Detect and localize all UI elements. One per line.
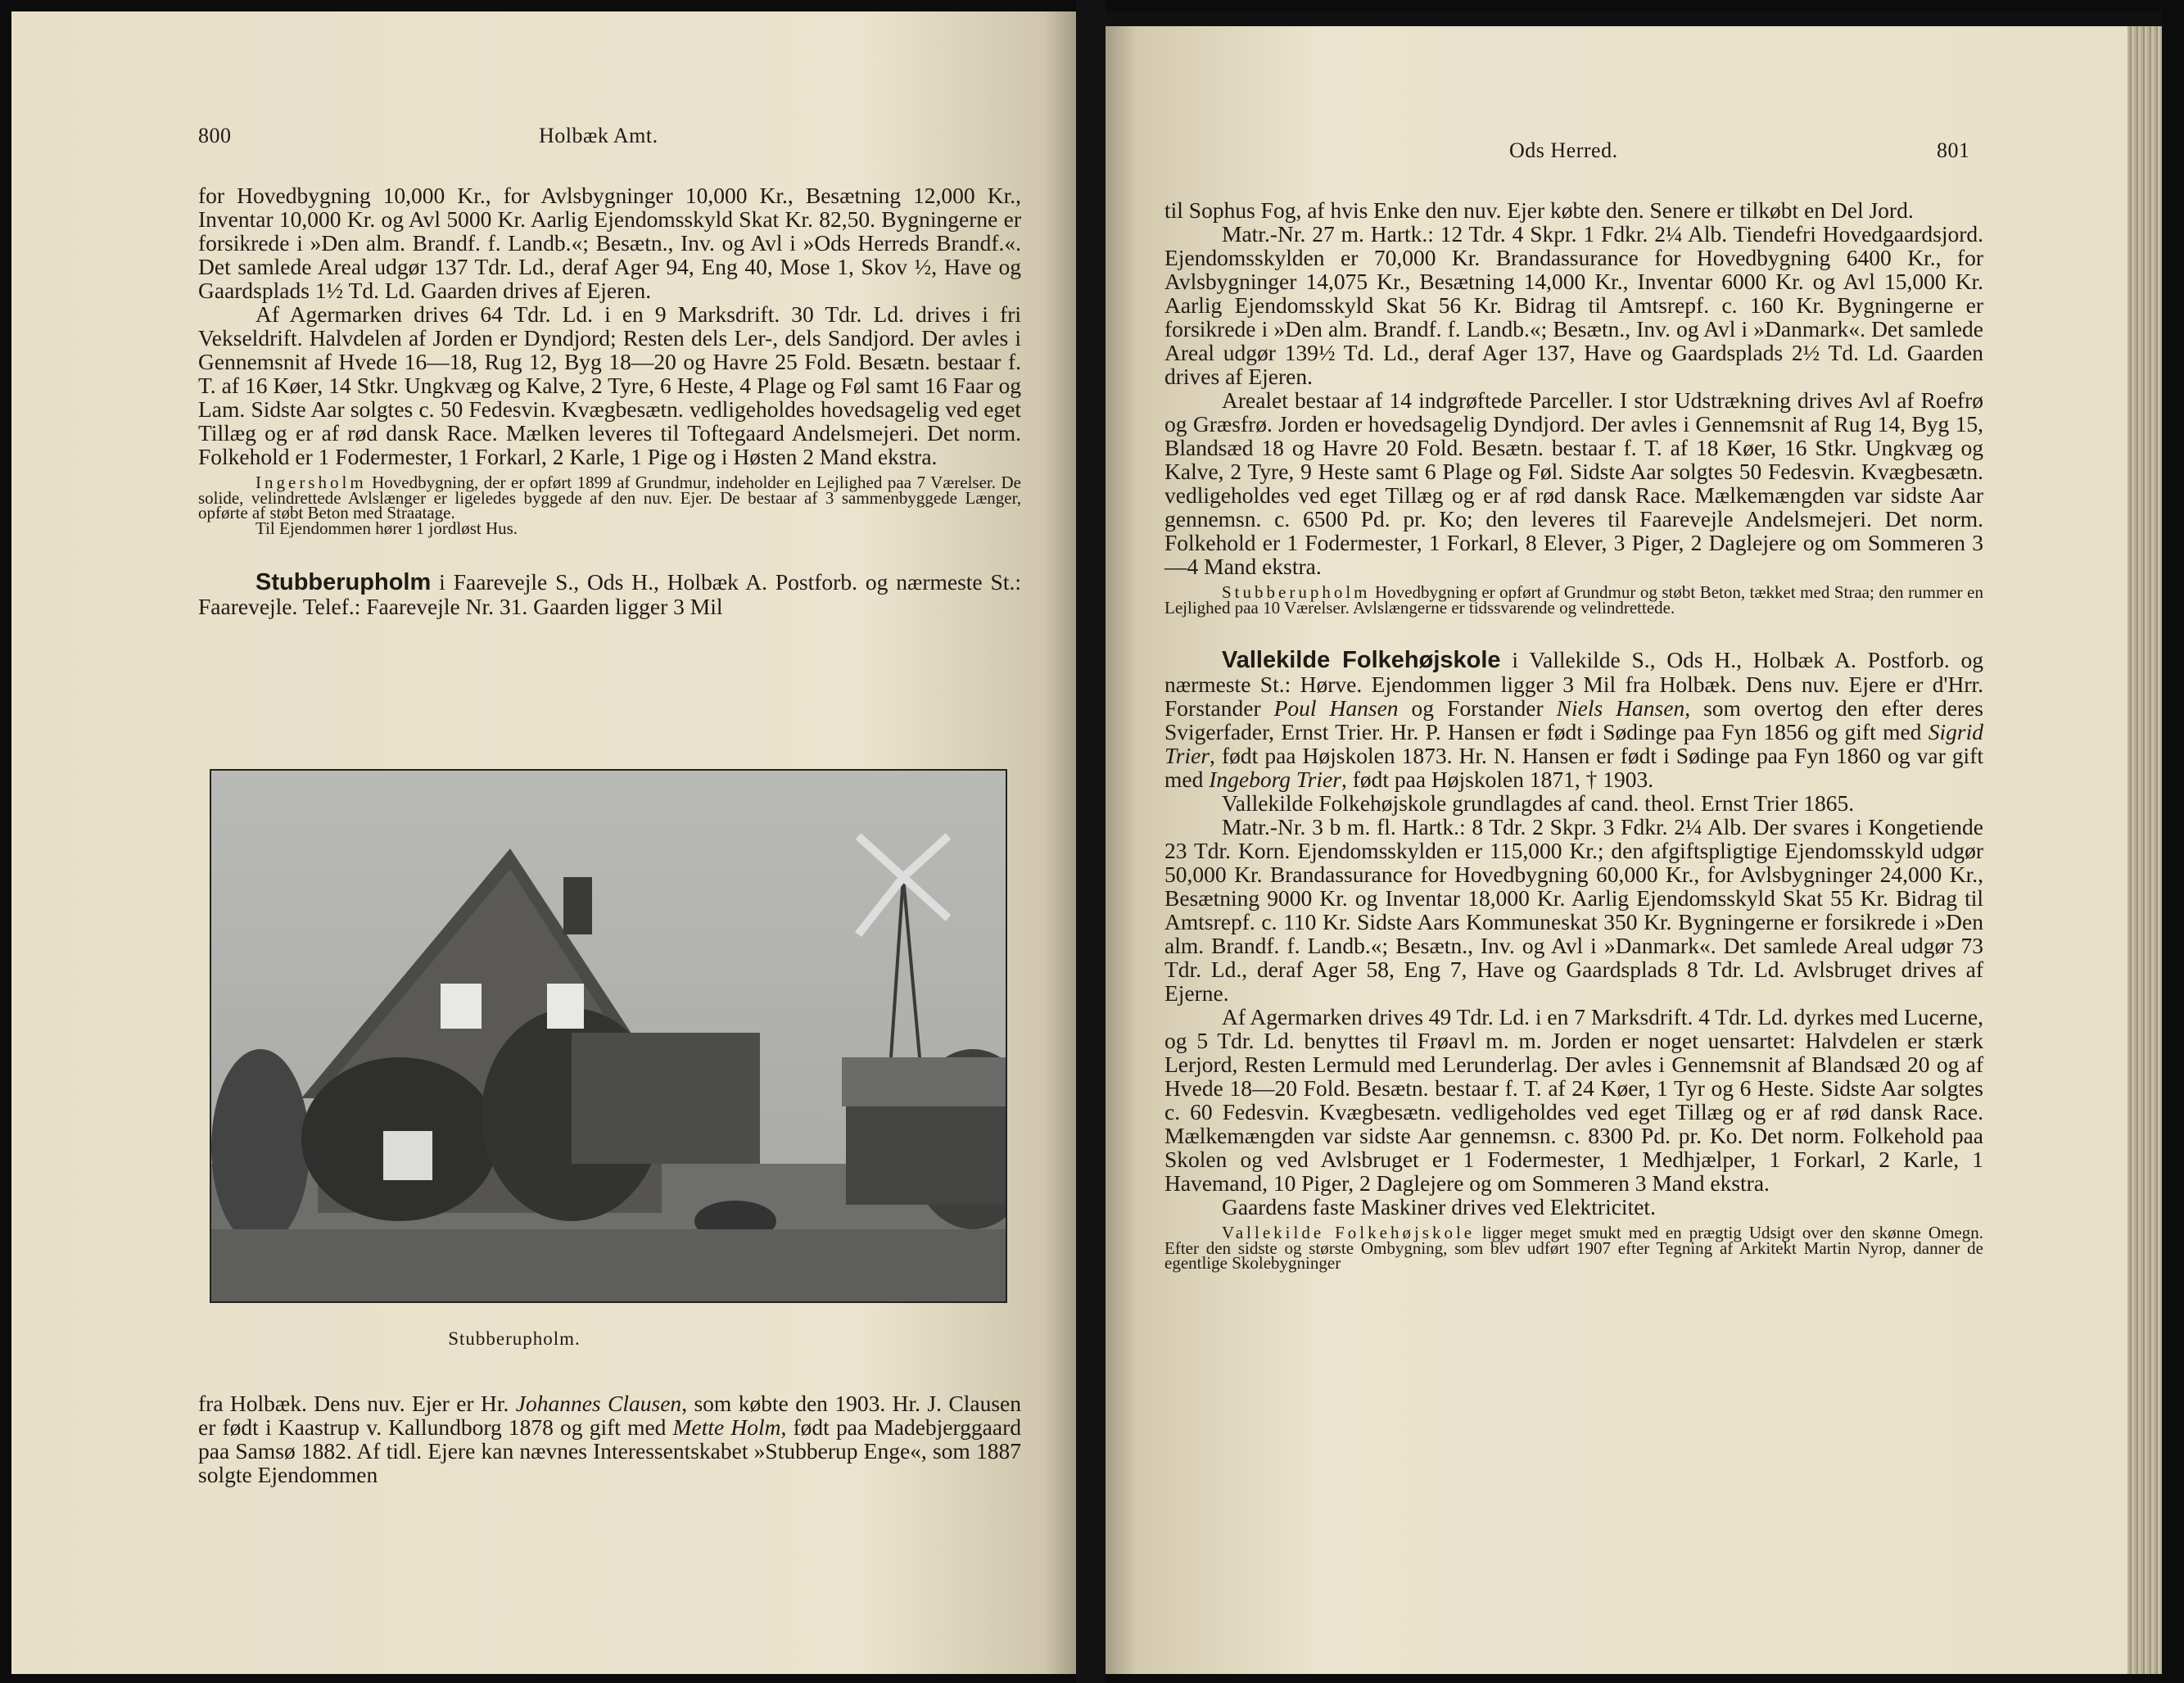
person-name: Sigrid Trier [1164, 719, 1983, 768]
paragraph: Matr.-Nr. 3 b m. fl. Hartk.: 8 Tdr. 2 Skpr. 3 Fdkr. 2¼ Alb. Der svares i Kongetiende 23 Tdr. Korn. Ejendomsskylden er 115,000 Kr.; den afgiftspligtige Ejendomsskyld udgør 50,000 Kr. Brandassurance for Hovedbygning 60,000 Kr., for Avlsbygninger 24,000 Kr., Besætning 9000 Kr. og Inventar 18,000 Kr. Aarlig Ejendomsskyld Skat 55 Kr. Bidrag til Amtsrepf. c. 110 Kr. Sidste Aars Kommuneskat 350 Kr. Bygningerne er forsikrede i »Den alm. Brandf. f. Landb.«; Besætn., Inv. og Avl i »Danmark«. Det samlede Areal udgør 73 Tdr. Ld., deraf Ager 58, Eng 7, Have og Gaardsplads 8 Tdr. Ld. Avlsbruget drives af Ejerne. [1164, 814, 1983, 1006]
text-span: , som overtog den efter deres Svigerfader, Ernst Trier. Hr. P. Hansen er født i Sødinge paa Fyn 1856 og gift med [1164, 695, 1983, 744]
note-text: Hovedbygning, der er opført 1899 af Grundmur, indeholder en Lejlighed paa 7 Værelser. De solide, velindrettede Avlslænger er ligeledes byggede af den nuv. Ejer. De bestaar af 3 sammenbyggede Længer, opførte af støbt Beton med Straatage. [198, 473, 1021, 523]
note-paragraph [1164, 1225, 1983, 1271]
text-span: , født paa Højskolen 1873. Hr. N. Hansen er født i Sødinge paa Fyn 1860 og var gift med [1164, 743, 1983, 792]
paragraph: for Hovedbygning 10,000 Kr., for Avlsbygninger 10,000 Kr., Besætning 12,000 Kr., Inventar 10,000 Kr. og Avl 5000 Kr. Aarlig Ejendomsskyld Skat Kr. 82,50. Bygningerne er forsikrede i »Den alm. Brandf. f. Landb.«; Besætn., Inv. og Avl i »Ods Herreds Brandf.«. Det samlede Areal udgør 137 Tdr. Ld., deraf Ager 94, Eng 40, Mose 1, Skov ½, Have og Gaardsplads 1½ Td. Ld. Gaarden drives af Ejeren. [198, 183, 1021, 303]
paragraph: Gaardens faste Maskiner drives ved Elektricitet. [1222, 1194, 1656, 1219]
paragraph: Matr.-Nr. 27 m. Hartk.: 12 Tdr. 4 Skpr. 1 Fdkr. 2¼ Alb. Tiendefri Hovedgaardsjord. Ejendomsskylden er 70,000 Kr. Brandassurance for Hovedbygning 6400 Kr., for Avlsbygninger 14,075 Kr., Besætning 14,000 Kr., Inventar 6000 Kr. og Avl 15,000 Kr. Aarlig Ejendomsskyld Skat 56 Kr. Bidrag til Amtsrepf. c. 160 Kr. Bygningerne er forsikrede i »Den alm. Brandf. f. Landb.«; Besætn., Inv. og Avl i »Danmark«. Det samlede Areal udgør 139½ Td. Ld., deraf Ager 137, Have og Gaardsplads 2½ Td. Ld. Gaarden drives af Ejeren. [1164, 221, 1983, 389]
text-span: fra Holbæk. Dens nuv. Ejer er Hr. [198, 1391, 516, 1416]
running-head: Ods Herred. [1509, 138, 1618, 162]
page-number: 800 [198, 124, 232, 147]
entry-paragraph [1164, 648, 1983, 791]
note-name: Stubberupholm [1222, 582, 1371, 602]
text-span: , som købte den 1903. Hr. J. Clausen er født i Kaastrup v. Kallundborg 1878 og gift med [198, 1391, 1021, 1440]
note-paragraph [198, 475, 1021, 521]
text-span: og Forstander [1398, 695, 1557, 721]
page-number: 801 [1937, 138, 1970, 162]
person-name: Johannes Clausen [515, 1391, 682, 1416]
text-block-top [198, 183, 1021, 618]
text-span: , født paa Højskolen 1871, † 1903. [1341, 767, 1654, 792]
paragraph: til Sophus Fog, af hvis Enke den nuv. Ejer købte den. Senere er tilkøbt en Del Jord. [1164, 197, 1914, 223]
farmhouse-photo-illustration [211, 771, 1006, 1301]
photo-caption: Stubberupholm. [448, 1328, 581, 1349]
note-text: ligger meget smukt med en prægtig Udsigt over den skønne Omegn. Efter den sidste og største Ombygning, som blev udført 1907 efter Tegning af Arkitekt Martin Nyrop, danner de egentlige Skolebygninger [1164, 1223, 1983, 1273]
person-name: Niels Hansen [1556, 695, 1685, 721]
left-page [11, 11, 1076, 1674]
book-gutter [1076, 0, 1106, 1683]
page-edge-strip [2127, 26, 2162, 1674]
note-paragraph: Til Ejendommen hører 1 jordløst Hus. [255, 518, 518, 538]
note-name: Ingersholm [255, 473, 367, 492]
text-span: i Vallekilde S., Ods H., Holbæk A. Postforb. og nærmeste St.: Hørve. Ejendommen ligger 3 Mil fra Holbæk. Dens nuv. Ejere er d'Hrr. Forstander [1164, 647, 1983, 721]
entry-title: Stubberupholm [255, 569, 432, 595]
note-text: Hovedbygning er opført af Grundmur og støbt Beton, tækket med Straa; den rummer en Lejlighed paa 10 Værelser. Avlslængerne er tidssvarende og velindrettede. [1164, 582, 1983, 618]
person-name: Poul Hansen [1273, 695, 1399, 721]
entry-heading-paragraph [198, 570, 1021, 618]
right-page [1106, 11, 2162, 1674]
paragraph: Arealet bestaar af 14 indgrøftede Parceller. I stor Udstrækning drives Avl af Roefrø og Græsfrø. Jorden er hovedsagelig Dyndjord. Der avles i Gennemsnit af Rug 14, Byg 15, Blandsæd 18 og Havre 20 Fold. Besætn. bestaar f. T. af 18 Køer, 16 Stkr. Ungkvæg og Kalve, 2 Tyre, 9 Heste samt 6 Plage og Føl. Sidste Aar solgtes 50 Fedesvin. Kvægbesætn. vedligeholdes ved eget Tillæg og er af rød dansk Race. Mælkemængden var sidste Aar gennemsn. c. 6500 Pd. pr. Ko; den leveres til Faarevejle Andelsmejeri. Det norm. Folkehold er 1 Fodermester, 1 Forkarl, 8 Elever, 3 Piger, 2 Daglejere og om Sommeren 3—4 Mand ekstra. [1164, 387, 1983, 579]
note-paragraph [1164, 582, 1983, 618]
person-name: Ingeborg Trier [1209, 767, 1341, 792]
photo-stubberupholm [210, 769, 1007, 1303]
paragraph [198, 1391, 1021, 1486]
text-block-bottom [198, 1391, 1021, 1486]
text-span: , født paa Madebjerggaard paa Samsø 1882. Af tidl. Ejere kan nævnes Interessentskabet »Stubberup Enge«, som 1887 solgte Ejendommen [198, 1414, 1021, 1487]
paragraph: Vallekilde Folkehøjskole grundlagdes af cand. theol. Ernst Trier 1865. [1222, 790, 1855, 816]
running-head: Holbæk Amt. [539, 124, 658, 147]
text-block-top [1164, 198, 1983, 1271]
note-name: Vallekilde Folkehøjskole [1222, 1223, 1476, 1242]
person-name: Mette Holm [672, 1414, 781, 1440]
entry-title: Vallekilde Folkehøjskole [1222, 647, 1501, 673]
entry-text: i Faarevejle S., Ods H., Holbæk A. Postforb. og nærmeste St.: Faarevejle. Telef.: Faarevejle Nr. 31. Gaarden ligger 3 Mil [198, 569, 1021, 619]
paragraph: Af Agermarken drives 64 Tdr. Ld. i en 9 Marksdrift. 30 Tdr. Ld. drives i fri Vekseldrift. Halvdelen af Jorden er Dyndjord; Resten dels Ler-, dels Sandjord. Der avles i Gennemsnit af Hvede 16—18, Rug 12, Byg 18—20 og Havre 25 Fold. Besætn. bestaar f. T. af 16 Køer, 14 Stkr. Ungkvæg og Kalve, 2 Tyre, 6 Heste, 4 Plage og Føl samt 16 Faar og Lam. Sidste Aar solgtes c. 50 Fedesvin. Kvægbesætn. vedligeholdes hovedsagelig ved eget Tillæg og er af rød dansk Race. Mælken leveres til Toftegaard Andelsmejeri. Det norm. Folkehold er 1 Fodermester, 1 Forkarl, 2 Karle, 1 Pige og i Høsten 2 Mand ekstra. [198, 301, 1021, 469]
paragraph: Af Agermarken drives 49 Tdr. Ld. i en 7 Marksdrift. 4 Tdr. Ld. dyrkes med Lucerne, og 5 Tdr. Ld. benyttes til Frøavl m. m. Jorden er noget uensartet: Halvdelen er stærk Lerjord, Resten Lermuld med Lerunderlag. Der avles i Gennemsnit af Blandsæd 20 og af Hvede 18—20 Fold. Besætn. bestaar f. T. af 24 Køer, 1 Tyr og 6 Heste. Sidste Aar solgtes c. 60 Fedesvin. Kvægbesætn. vedligeholdes ved eget Tillæg og er af rød dansk Race. Mælkemængden var sidste Aar gennemsn. c. 8300 Pd. pr. Ko. Det norm. Folkehold paa Skolen og ved Avlsbruget er 1 Fodermester, 1 Medhjælper, 1 Forkarl, 2 Karle, 1 Havemand, 10 Piger, 2 Daglejere og om Sommeren 3 Mand ekstra. [1164, 1004, 1983, 1196]
